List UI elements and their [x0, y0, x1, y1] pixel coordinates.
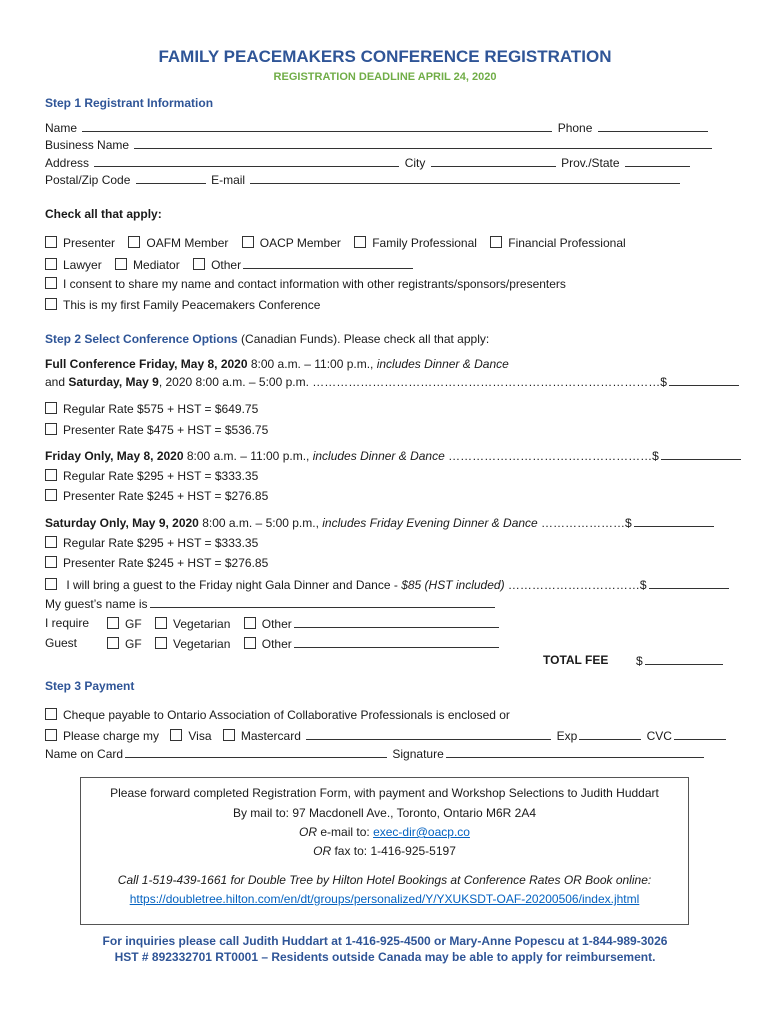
rate-label: Presenter Rate $245 + HST = $276.85 — [63, 556, 269, 570]
check-heading: Check all that apply: — [45, 207, 162, 221]
checkbox[interactable] — [354, 236, 366, 248]
option-mediator[interactable] — [115, 258, 180, 273]
hotel-booking-note: Call 1-519-439-1661 for Double Tree by Hilton Hotel Bookings at Conference Rates OR Book online: — [117, 873, 652, 887]
guest-other-field[interactable] — [294, 636, 499, 648]
signature-label: Signature — [392, 747, 444, 761]
step2-note: (Canadian Funds). Please check all that apply: — [237, 332, 490, 346]
option-presenter[interactable] — [45, 236, 115, 251]
or-text: OR — [313, 844, 332, 858]
consent-label: I consent to share my name and contact information with other registrants/sponsors/presenters — [63, 277, 566, 291]
guest-name-row — [45, 596, 497, 612]
consent-row[interactable] — [45, 277, 566, 292]
cheque-option[interactable] — [45, 708, 510, 723]
email-link[interactable]: exec-dir@oacp.co — [373, 825, 470, 839]
rate-label: Regular Rate $295 + HST = $333.35 — [63, 469, 259, 483]
phone-field[interactable] — [598, 120, 708, 132]
full-conference-amount[interactable] — [669, 374, 739, 386]
option-label: Lawyer — [63, 258, 102, 272]
guest-name-field[interactable] — [150, 596, 495, 608]
business-label: Business Name — [45, 138, 130, 152]
option-label: GF — [125, 617, 142, 631]
checkbox[interactable] — [45, 536, 57, 548]
checkbox[interactable] — [45, 298, 57, 310]
rate-label: Presenter Rate $475 + HST = $536.75 — [63, 423, 269, 437]
address-field[interactable] — [94, 155, 399, 167]
saturday-text: Saturday, May 9 — [68, 375, 159, 389]
require-label: I require — [45, 616, 90, 630]
postal-field[interactable] — [136, 172, 206, 184]
exp-label: Exp — [556, 729, 578, 743]
option-label: Other — [261, 617, 292, 631]
or-text: OR — [299, 825, 318, 839]
cheque-label: Cheque payable to Ontario Association of Collaborative Professionals is enclosed or — [63, 708, 510, 722]
option-label: Family Professional — [372, 236, 477, 250]
rate-label: Regular Rate $575 + HST = $649.75 — [63, 402, 259, 416]
option-other[interactable] — [193, 257, 415, 273]
option-label: Financial Professional — [508, 236, 626, 250]
mastercard-label: Mastercard — [240, 729, 301, 743]
role-options-row1 — [45, 236, 636, 251]
prov-label: Prov./State — [561, 156, 620, 170]
checkbox[interactable] — [45, 578, 57, 590]
checkbox[interactable] — [45, 708, 57, 720]
option-label: Other — [211, 258, 242, 272]
checkbox[interactable] — [45, 556, 57, 568]
step2-heading: Step 2 Select Conference Options — [45, 332, 238, 346]
option-lawyer[interactable] — [45, 258, 102, 273]
option-label: OACP Member — [259, 236, 341, 250]
guest-text: I will bring a guest to the Friday night Gala Dinner and Dance - — [63, 578, 402, 592]
other-field[interactable] — [243, 257, 413, 269]
email-line — [80, 825, 689, 840]
dollar-sign: $ — [636, 654, 643, 668]
role-options-row2 — [45, 257, 425, 273]
full-conference-time: 8:00 a.m. – 11:00 p.m., — [247, 357, 377, 371]
option-label: GF — [125, 637, 142, 651]
mastercard-checkbox[interactable] — [223, 729, 235, 741]
option-label: Vegetarian — [173, 637, 231, 651]
option-financial-professional[interactable] — [490, 236, 625, 251]
signature-field[interactable] — [446, 746, 704, 758]
email-field[interactable] — [250, 172, 680, 184]
saturday-regular-rate[interactable] — [45, 536, 258, 551]
saturday-amount[interactable] — [634, 515, 714, 527]
form-title: FAMILY PEACEMAKERS CONFERENCE REGISTRATION — [158, 47, 612, 66]
checkbox[interactable] — [128, 236, 140, 248]
require-gf[interactable] — [107, 617, 142, 632]
first-time-row[interactable] — [45, 298, 320, 313]
visa-checkbox[interactable] — [170, 729, 182, 741]
and-text: and — [45, 375, 69, 389]
full-conference-title: Full Conference Friday, May 8, 2020 — [45, 357, 248, 371]
friday-regular-rate[interactable] — [45, 469, 258, 484]
name-field[interactable] — [82, 120, 552, 132]
card-number-field[interactable] — [306, 728, 551, 740]
guest-name-label: My guest’s name is — [45, 597, 148, 611]
name-row — [45, 120, 710, 136]
guest-amount[interactable] — [649, 577, 729, 589]
total-fee-field[interactable] — [645, 653, 723, 665]
full-conference-line2 — [45, 374, 741, 390]
phone-label: Phone — [557, 121, 593, 135]
exp-field[interactable] — [579, 728, 641, 740]
fax-line — [80, 844, 689, 859]
friday-amount[interactable] — [661, 448, 741, 460]
require-diet-options — [107, 616, 511, 632]
charge-label: Please charge my — [63, 729, 160, 743]
checkbox[interactable] — [115, 258, 127, 270]
guest-dots: ……………………………$ — [504, 578, 647, 592]
full-conference-includes: includes Dinner & Dance — [376, 357, 509, 371]
checkbox[interactable] — [45, 236, 57, 248]
guest-vegetarian[interactable] — [155, 637, 230, 652]
first-time-label: This is my first Family Peacemakers Conference — [63, 298, 321, 312]
checkbox[interactable] — [242, 236, 254, 248]
business-field[interactable] — [134, 137, 712, 149]
checkbox[interactable] — [45, 489, 57, 501]
checkbox[interactable] — [155, 617, 167, 629]
checkbox[interactable] — [107, 637, 119, 649]
mail-address: By mail to: 97 Macdonell Ave., Toronto, Ontario M6R 2A4 — [232, 806, 537, 820]
postal-label: Postal/Zip Code — [45, 173, 131, 187]
saturday-includes: includes Friday Evening Dinner & Dance — [322, 516, 538, 530]
friday-dots: ……………………………………………$ — [444, 449, 659, 463]
checkbox[interactable] — [45, 277, 57, 289]
saturday-date: , May 9, 2020 — [125, 516, 199, 530]
guest-gf[interactable] — [107, 637, 142, 652]
email-label: E-mail — [211, 173, 246, 187]
full-presenter-rate[interactable] — [45, 423, 268, 438]
full-conference-saturday-time: , 2020 8:00 a.m. – 5:00 p.m. ……………………………………………………………………………$ — [158, 375, 667, 389]
option-label: Other — [261, 637, 292, 651]
checkbox[interactable] — [244, 617, 256, 629]
option-oacp-member[interactable] — [242, 236, 341, 251]
saturday-dots: …………………$ — [537, 516, 632, 530]
require-vegetarian[interactable] — [155, 617, 230, 632]
guest-option — [45, 577, 731, 593]
postal-row — [45, 172, 682, 188]
full-regular-rate[interactable] — [45, 402, 258, 417]
require-other-field[interactable] — [294, 616, 499, 628]
guest-price: $85 (HST included) — [401, 578, 505, 592]
saturday-presenter-rate[interactable] — [45, 556, 268, 571]
registration-deadline: REGISTRATION DEADLINE APRIL 24, 2020 — [273, 71, 497, 83]
visa-label: Visa — [188, 729, 212, 743]
checkbox[interactable] — [107, 617, 119, 629]
checkbox[interactable] — [490, 236, 502, 248]
friday-includes: includes Dinner & Dance — [312, 449, 445, 463]
name-label: Name — [45, 121, 78, 135]
guest-diet-options — [107, 636, 511, 652]
checkbox[interactable] — [45, 258, 57, 270]
checkbox[interactable] — [45, 402, 57, 414]
step3-heading: Step 3 Payment — [45, 679, 135, 693]
hotel-booking-link[interactable]: https://doubletree.hilton.com/en/dt/groups/personalized/Y/YXUKSDT-OAF-20200506/index.jhtml — [129, 892, 640, 906]
forward-instructions: Please forward completed Registration Form, with payment and Workshop Selections to Judith Huddart — [110, 786, 659, 800]
checkbox[interactable] — [45, 729, 57, 741]
business-row — [45, 137, 714, 153]
friday-time: 8:00 a.m. – 11:00 p.m., — [183, 449, 313, 463]
friday-title: Friday Only, May 8, 2020 — [45, 449, 184, 463]
checkbox[interactable] — [244, 637, 256, 649]
guest-other[interactable] — [244, 636, 501, 652]
address-label: Address — [45, 156, 90, 170]
step2-heading-row — [45, 332, 489, 347]
option-label: Vegetarian — [173, 617, 231, 631]
total-fee-row — [636, 653, 725, 669]
total-fee-label: TOTAL FEE — [543, 653, 609, 667]
checkbox[interactable] — [45, 469, 57, 481]
hotel-link-row — [80, 892, 689, 907]
friday-only-line — [45, 448, 743, 464]
option-label: Presenter — [63, 236, 116, 250]
saturday-time: 8:00 a.m. – 5:00 p.m., — [198, 516, 323, 530]
require-other[interactable] — [244, 616, 501, 632]
cvc-label: CVC — [646, 729, 672, 743]
email-to-label: e-mail to: — [317, 825, 374, 839]
full-conference-line1 — [45, 357, 509, 372]
saturday-only-line — [45, 515, 716, 531]
city-label: City — [404, 156, 426, 170]
step1-heading: Step 1 Registrant Information — [45, 96, 214, 110]
guest-label: Guest — [45, 636, 78, 650]
option-label: OAFM Member — [146, 236, 229, 250]
inquiries-line: For inquiries please call Judith Huddart at 1-416-925-4500 or Mary-Anne Popescu at 1-844-989-3026 — [102, 934, 668, 948]
name-on-card-field[interactable] — [125, 746, 387, 758]
rate-label: Regular Rate $295 + HST = $333.35 — [63, 536, 259, 550]
saturday-title: Saturday Only — [45, 516, 126, 530]
option-oafm-member[interactable] — [128, 236, 228, 251]
charge-row — [45, 728, 728, 744]
prov-field[interactable] — [625, 155, 690, 167]
card-name-row — [45, 746, 706, 762]
option-family-professional[interactable] — [354, 236, 477, 251]
address-row — [45, 155, 692, 171]
checkbox[interactable] — [45, 423, 57, 435]
name-on-card-label: Name on Card — [45, 747, 124, 761]
checkbox[interactable] — [155, 637, 167, 649]
fax-number: fax to: 1-416-925-5197 — [331, 844, 456, 858]
hst-line: HST # 892332701 RT0001 – Residents outside Canada may be able to apply for reimbursement. — [114, 950, 656, 964]
checkbox[interactable] — [193, 258, 205, 270]
option-label: Mediator — [133, 258, 180, 272]
rate-label: Presenter Rate $245 + HST = $276.85 — [63, 489, 269, 503]
friday-presenter-rate[interactable] — [45, 489, 268, 504]
city-field[interactable] — [431, 155, 556, 167]
cvc-field[interactable] — [674, 728, 726, 740]
